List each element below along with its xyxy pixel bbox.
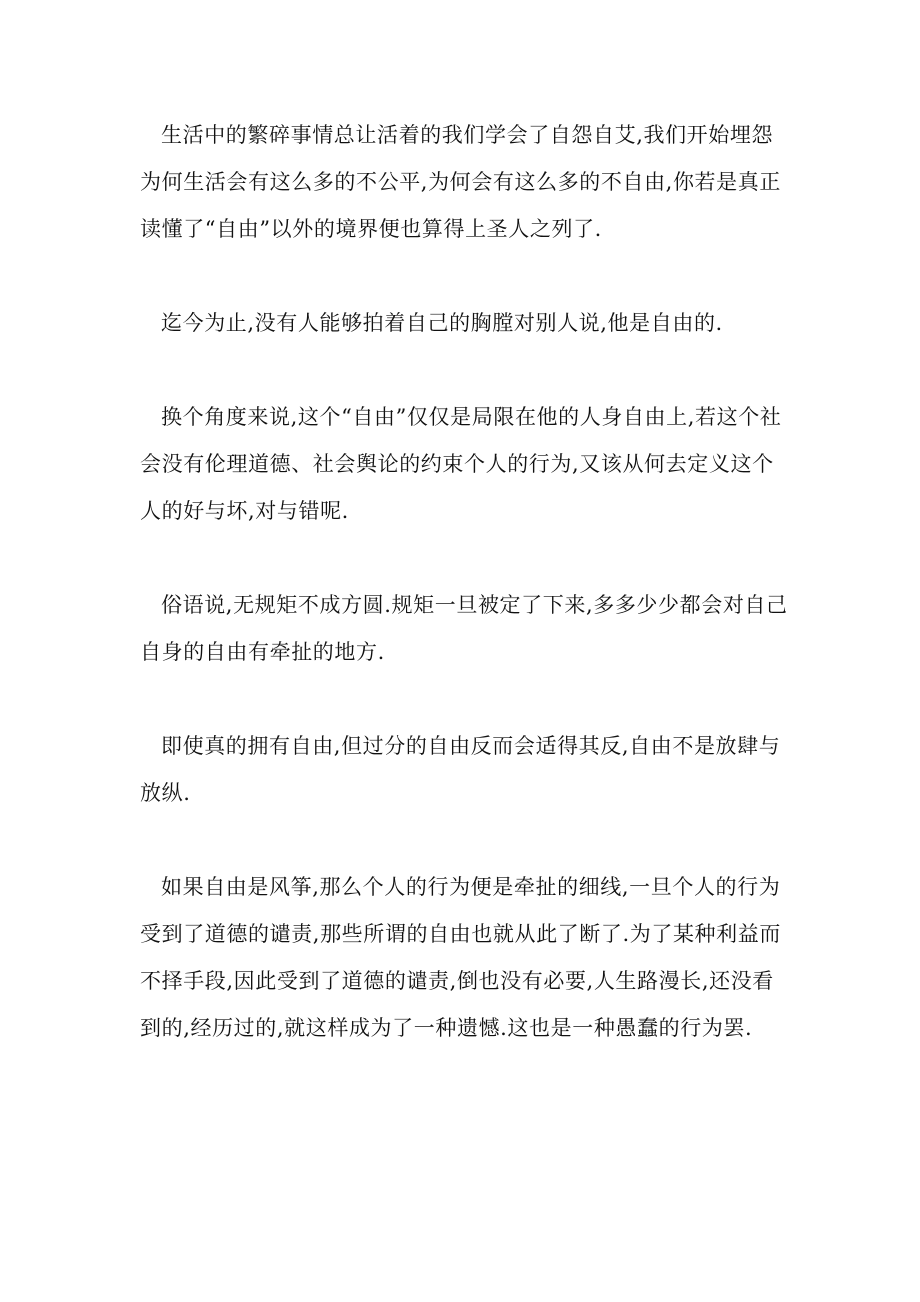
paragraph-4: 俗语说,无规矩不成方圆.规矩一旦被定了下来,多多少少都会对自己自身的自由有牵扯的地方. (140, 593, 788, 664)
paragraph-6: 如果自由是风筝,那么个人的行为便是牵扯的细线,一旦个人的行为受到了道德的谴责,那些所谓的自由也就从此了断了.为了某种利益而不择手段,因此受到了道德的谴责,倒也没有必要,人生路漫长,还没看到的,经历过的,就这样成为了一种遗憾.这也是一种愚蠢的行为罢. (140, 875, 781, 1040)
paragraph-1: 生活中的繁碎事情总让活着的我们学会了自怨自艾,我们开始埋怨为何生活会有这么多的不公平,为何会有这么多的不自由,你若是真正读懂了“自由”以外的境界便也算得上圣人之列了. (140, 123, 781, 241)
paragraph-3: 换个角度来说,这个“自由”仅仅是局限在他的人身自由上,若这个社会没有伦理道德、社会舆论的约束个人的行为,又该从何去定义这个人的好与坏,对与错呢. (140, 405, 782, 523)
paragraph-2: 迄今为止,没有人能够拍着自己的胸膛对别人说,他是自由的. (161, 311, 723, 335)
paragraph-5: 即使真的拥有自由,但过分的自由反而会适得其反,自由不是放肆与放纵. (140, 734, 781, 805)
document-body (140, 112, 790, 1099)
